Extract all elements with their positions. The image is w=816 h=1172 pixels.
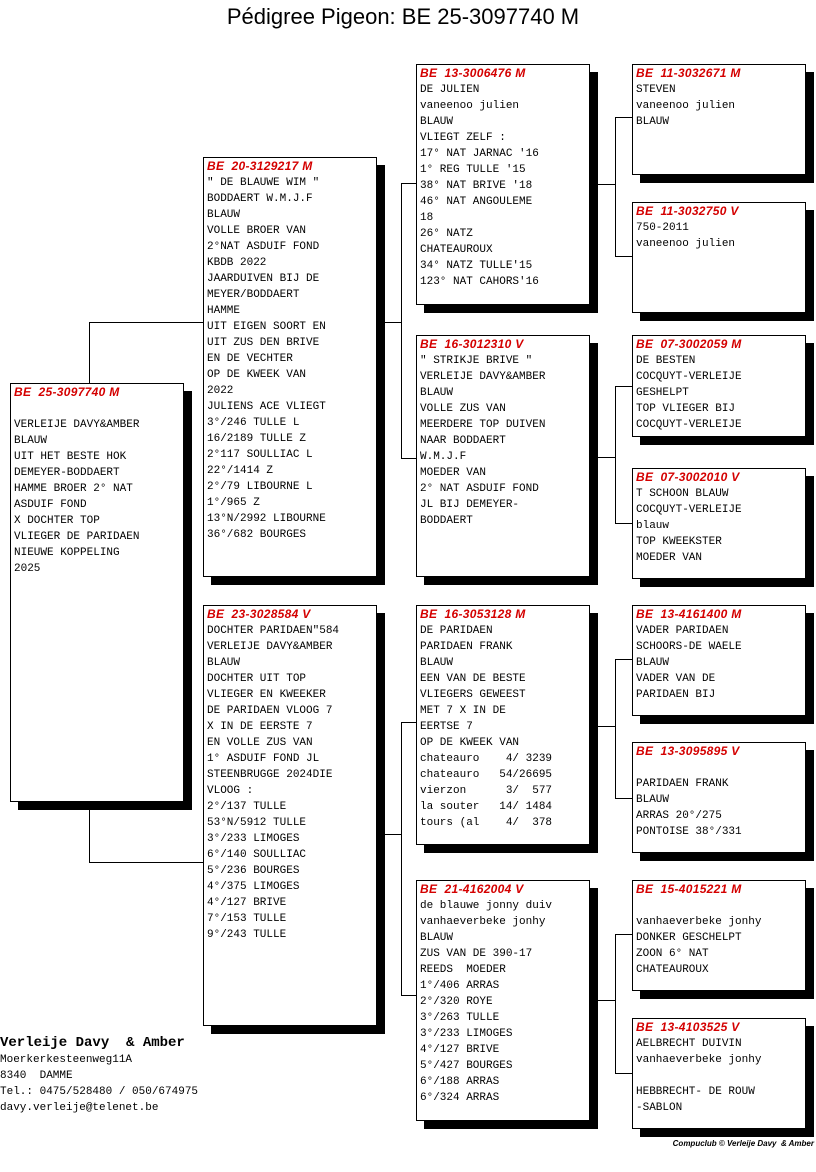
info-line: 3°/233 LIMOGES xyxy=(420,1028,513,1040)
info-line: tours (al 4/ 378 xyxy=(420,817,553,829)
info-line: PARIDAEN BIJ xyxy=(636,689,716,701)
info-line: CHATEAUROUX xyxy=(420,244,493,256)
info-line: 2°NAT ASDUIF FOND xyxy=(207,241,320,253)
pigeon-info-lines xyxy=(420,898,586,1106)
info-line: X IN DE EERSTE 7 xyxy=(207,721,313,733)
info-line xyxy=(636,1068,802,1084)
pigeon-info-lines xyxy=(420,623,586,831)
info-line: 3°/263 TULLE xyxy=(420,1012,500,1024)
info-line: 1°/965 Z xyxy=(207,497,260,509)
ring-number: BE 21-4162004 V xyxy=(420,882,524,896)
owner-name: Verleije Davy & Amber xyxy=(0,1035,185,1051)
info-line: AELBRECHT DUIVIN xyxy=(636,1038,742,1050)
connector-line xyxy=(590,726,615,727)
info-line: blauw xyxy=(636,520,670,532)
info-line: 2°117 SOULLIAC L xyxy=(207,449,313,461)
pigeon-info-lines xyxy=(636,220,802,252)
info-line: 46° NAT ANGOULEME xyxy=(420,196,533,208)
info-line: 36°/682 BOURGES xyxy=(207,529,307,541)
info-line: MOEDER VAN xyxy=(636,552,703,564)
info-line: 1°/406 ARRAS xyxy=(420,980,500,992)
info-line: 53°N/5912 TULLE xyxy=(207,817,307,829)
dam-sire-dam-card xyxy=(632,742,806,853)
connector-line xyxy=(615,386,633,387)
connector-line xyxy=(615,386,616,524)
info-line: T SCHOON BLAUW xyxy=(636,488,729,500)
info-line: COCQUYT-VERLEIJE xyxy=(636,371,742,383)
info-line: VLIEGER EN KWEEKER xyxy=(207,689,326,701)
info-line: " DE BLAUWE WIM " xyxy=(207,177,320,189)
info-line: VADER PARIDAEN xyxy=(636,625,729,637)
info-line: 2022 xyxy=(207,385,234,397)
info-line: TOP KWEEKSTER xyxy=(636,536,722,548)
info-line: la souter 14/ 1484 xyxy=(420,801,553,813)
ring-number: BE 11-3032671 M xyxy=(636,66,741,80)
info-line: 18 xyxy=(420,212,434,224)
info-line: COCQUYT-VERLEIJE xyxy=(636,419,742,431)
connector-line xyxy=(615,117,633,118)
info-line: 4°/375 LIMOGES xyxy=(207,881,300,893)
pigeon-info-lines xyxy=(636,353,802,433)
info-line: SCHOORS-DE WAELE xyxy=(636,641,742,653)
info-line: ASDUIF FOND xyxy=(14,499,87,511)
connector-line xyxy=(401,995,417,996)
info-line: CHATEAUROUX xyxy=(636,964,709,976)
dam-sire-card xyxy=(416,605,590,845)
info-line: EERTSE 7 xyxy=(420,721,473,733)
connector-line xyxy=(89,322,90,384)
info-line: VLOOG : xyxy=(207,785,254,797)
dam-card xyxy=(203,605,377,1026)
pigeon-info-lines xyxy=(636,1036,802,1116)
sire-dam-card xyxy=(416,335,590,577)
info-line: DOCHTER PARIDAEN"584 xyxy=(207,625,340,637)
connector-line xyxy=(401,183,402,459)
pigeon-info-lines xyxy=(636,82,802,130)
info-line: BODDAERT xyxy=(420,515,473,527)
connector-line xyxy=(615,934,633,935)
pigeon-info-lines xyxy=(636,898,802,978)
connector-line xyxy=(401,722,417,723)
info-line: HAMME BROER 2° NAT xyxy=(14,483,133,495)
info-line xyxy=(14,401,180,417)
info-line: 2025 xyxy=(14,563,41,575)
info-line: BLAUW xyxy=(636,116,670,128)
info-line: UIT ZUS DEN BRIVE xyxy=(207,337,320,349)
subject-pigeon-card xyxy=(10,383,184,802)
info-line: 2°/320 ROYE xyxy=(420,996,493,1008)
sire-dam-sire-card xyxy=(632,335,806,437)
info-line: BLAUW xyxy=(636,794,670,806)
info-line: 6°/140 SOULLIAC xyxy=(207,849,307,861)
info-line: vanhaeverbeke jonhy xyxy=(636,1054,762,1066)
connector-line xyxy=(377,834,401,835)
info-line: 750-2011 xyxy=(636,222,689,234)
info-line: 5°/427 BOURGES xyxy=(420,1060,513,1072)
info-line: JAARDUIVEN BIJ DE xyxy=(207,273,320,285)
info-line: DE PARIDAEN xyxy=(420,625,493,637)
info-line: BLAUW xyxy=(636,657,670,669)
connector-line xyxy=(615,256,633,257)
connector-line xyxy=(89,802,90,863)
ring-number: BE 15-4015221 M xyxy=(636,882,742,896)
info-line: 3°/233 LIMOGES xyxy=(207,833,300,845)
info-line: GESHELPT xyxy=(636,387,689,399)
connector-line xyxy=(590,184,615,185)
pigeon-info-lines xyxy=(420,82,586,290)
info-line: VLIEGT ZELF : xyxy=(420,132,506,144)
info-line: BLAUW xyxy=(420,387,454,399)
connector-line xyxy=(401,722,402,996)
connector-line xyxy=(615,1073,633,1074)
dam-dam-dam-card xyxy=(632,1018,806,1129)
info-line: PONTOISE 38°/331 xyxy=(636,826,742,838)
owner-city: 8340 DAMME xyxy=(0,1070,73,1082)
info-line: 38° NAT BRIVE '18 xyxy=(420,180,533,192)
info-line: JULIENS ACE VLIEGT xyxy=(207,401,326,413)
info-line: REEDS MOEDER xyxy=(420,964,506,976)
ring-number: BE 16-3053128 M xyxy=(420,607,526,621)
info-line: 16/2189 TULLE Z xyxy=(207,433,307,445)
connector-line xyxy=(590,1000,615,1001)
info-line: NAAR BODDAERT xyxy=(420,435,506,447)
owner-address: Moerkerkesteenweg11A xyxy=(0,1054,133,1066)
info-line: " STRIKJE BRIVE " xyxy=(420,355,533,367)
info-line: vanhaeverbeke jonhy xyxy=(420,916,546,928)
info-line: BLAUW xyxy=(207,657,241,669)
info-line: DOCHTER UIT TOP xyxy=(207,673,307,685)
pigeon-info-lines xyxy=(420,353,586,529)
ring-number: BE 23-3028584 V xyxy=(207,607,311,621)
info-line xyxy=(636,760,802,776)
ring-number: BE 07-3002059 M xyxy=(636,337,742,351)
info-line: 13°N/2992 LIBOURNE xyxy=(207,513,326,525)
info-line: chateauro 54/26695 xyxy=(420,769,553,781)
info-line: DE JULIEN xyxy=(420,84,480,96)
owner-email: davy.verleije@telenet.be xyxy=(0,1102,159,1114)
ring-number: BE 13-3095895 V xyxy=(636,744,740,758)
sire-dam-dam-card xyxy=(632,468,806,579)
info-line: STEENBRUGGE 2024DIE xyxy=(207,769,333,781)
dam-dam-card xyxy=(416,880,590,1121)
info-line: VLIEGERS GEWEEST xyxy=(420,689,526,701)
info-line: 6°/188 ARRAS xyxy=(420,1076,500,1088)
info-line: vierzon 3/ 577 xyxy=(420,785,553,797)
info-line: PARIDAEN FRANK xyxy=(420,641,513,653)
info-line: VLIEGER DE PARIDAEN xyxy=(14,531,140,543)
connector-line xyxy=(615,934,616,1074)
info-line: STEVEN xyxy=(636,84,676,96)
pigeon-info-lines xyxy=(207,175,373,543)
ring-number: BE 07-3002010 V xyxy=(636,470,740,484)
info-line: BLAUW xyxy=(420,657,454,669)
connector-line xyxy=(615,523,633,524)
info-line: VERLEIJE DAVY&AMBER xyxy=(14,419,140,431)
connector-line xyxy=(377,322,401,323)
info-line: BLAUW xyxy=(420,932,454,944)
dam-sire-sire-card xyxy=(632,605,806,716)
info-line: NIEUWE KOPPELING xyxy=(14,547,120,559)
ring-number: BE 13-4103525 V xyxy=(636,1020,740,1034)
sire-sire-dam-card xyxy=(632,202,806,313)
info-line: MEERDERE TOP DUIVEN xyxy=(420,419,546,431)
sire-sire-card xyxy=(416,64,590,305)
ring-number: BE 13-3006476 M xyxy=(420,66,526,80)
info-line: MEYER/BODDAERT xyxy=(207,289,300,301)
connector-line xyxy=(615,117,616,257)
info-line: 17° NAT JARNAC '16 xyxy=(420,148,539,160)
info-line: TOP VLIEGER BIJ xyxy=(636,403,736,415)
info-line: BLAUW xyxy=(14,435,48,447)
info-line: 1° REG TULLE '15 xyxy=(420,164,526,176)
info-line: MOEDER VAN xyxy=(420,467,487,479)
info-line: EEN VAN DE BESTE xyxy=(420,673,526,685)
info-line: vaneenoo julien xyxy=(636,100,736,112)
pigeon-info-lines xyxy=(636,760,802,840)
info-line: PARIDAEN FRANK xyxy=(636,778,729,790)
info-line: VERLEIJE DAVY&AMBER xyxy=(207,641,333,653)
info-line: DE PARIDAEN VLOOG 7 xyxy=(207,705,333,717)
ring-number: BE 20-3129217 M xyxy=(207,159,313,173)
info-line: JL BIJ DEMEYER- xyxy=(420,499,520,511)
info-line: ZOON 6° NAT xyxy=(636,948,709,960)
info-line: OP DE KWEEK VAN xyxy=(420,737,520,749)
ring-number: BE 25-3097740 M xyxy=(14,385,120,399)
info-line: vanhaeverbeke jonhy xyxy=(636,916,762,928)
info-line: 3°/246 TULLE L xyxy=(207,417,300,429)
pigeon-info-lines xyxy=(14,401,180,577)
info-line: VOLLE BROER VAN xyxy=(207,225,307,237)
pigeon-info-lines xyxy=(636,486,802,566)
info-line: KBDB 2022 xyxy=(207,257,267,269)
info-line: 6°/324 ARRAS xyxy=(420,1092,500,1104)
info-line: COCQUYT-VERLEIJE xyxy=(636,504,742,516)
connector-line xyxy=(401,183,417,184)
info-line: VOLLE ZUS VAN xyxy=(420,403,506,415)
connector-line xyxy=(401,458,417,459)
sire-sire-sire-card xyxy=(632,64,806,175)
owner-phone: Tel.: 0475/528480 / 050/674975 xyxy=(0,1086,199,1098)
info-line: VERLEIJE DAVY&AMBER xyxy=(420,371,546,383)
footer-copyright: Compuclub © Verleije Davy & Amber xyxy=(672,1139,814,1148)
connector-line xyxy=(89,862,204,863)
info-line: DE BESTEN xyxy=(636,355,696,367)
info-line: ARRAS 20°/275 xyxy=(636,810,722,822)
info-line: BLAUW xyxy=(420,116,454,128)
info-line: 2° NAT ASDUIF FOND xyxy=(420,483,539,495)
info-line: UIT EIGEN SOORT EN xyxy=(207,321,326,333)
info-line: 123° NAT CAHORS'16 xyxy=(420,276,539,288)
connector-line xyxy=(615,659,616,799)
pigeon-info-lines xyxy=(207,623,373,943)
info-line: chateauro 4/ 3239 xyxy=(420,753,553,765)
info-line: UIT HET BESTE HOK xyxy=(14,451,127,463)
info-line: 22°/1414 Z xyxy=(207,465,274,477)
info-line: -SABLON xyxy=(636,1102,683,1114)
info-line: VADER VAN DE xyxy=(636,673,716,685)
info-line: de blauwe jonny duiv xyxy=(420,900,553,912)
info-line: BLAUW xyxy=(207,209,241,221)
info-line: EN VOLLE ZUS VAN xyxy=(207,737,313,749)
info-line: EN DE VECHTER xyxy=(207,353,293,365)
info-line: MET 7 X IN DE xyxy=(420,705,506,717)
connector-line xyxy=(615,798,633,799)
dam-dam-sire-card xyxy=(632,880,806,991)
info-line: ZUS VAN DE 390-17 xyxy=(420,948,533,960)
info-line: HEBBRECHT- DE ROUW xyxy=(636,1086,755,1098)
info-line: vaneenoo julien xyxy=(420,100,520,112)
info-line: BODDAERT W.M.J.F xyxy=(207,193,313,205)
info-line: OP DE KWEEK VAN xyxy=(207,369,307,381)
sire-card xyxy=(203,157,377,577)
info-line: 1° ASDUIF FOND JL xyxy=(207,753,320,765)
info-line: vaneenoo julien xyxy=(636,238,736,250)
info-line: DEMEYER-BODDAERT xyxy=(14,467,120,479)
info-line xyxy=(636,898,802,914)
owner-block xyxy=(0,1034,198,1116)
info-line: 26° NATZ xyxy=(420,228,473,240)
info-line: 4°/127 BRIVE xyxy=(207,897,287,909)
connector-line xyxy=(615,659,633,660)
info-line: 5°/236 BOURGES xyxy=(207,865,300,877)
pigeon-info-lines xyxy=(636,623,802,703)
ring-number: BE 16-3012310 V xyxy=(420,337,524,351)
info-line: DONKER GESCHELPT xyxy=(636,932,742,944)
ring-number: BE 13-4161400 M xyxy=(636,607,742,621)
info-line: 2°/79 LIBOURNE L xyxy=(207,481,313,493)
info-line: 4°/127 BRIVE xyxy=(420,1044,500,1056)
info-line: 7°/153 TULLE xyxy=(207,913,287,925)
info-line: 9°/243 TULLE xyxy=(207,929,287,941)
connector-line xyxy=(89,322,204,323)
info-line: X DOCHTER TOP xyxy=(14,515,100,527)
info-line: W.M.J.F xyxy=(420,451,467,463)
info-line: 2°/137 TULLE xyxy=(207,801,287,813)
ring-number: BE 11-3032750 V xyxy=(636,204,739,218)
connector-line xyxy=(590,457,615,458)
info-line: 34° NATZ TULLE'15 xyxy=(420,260,533,272)
info-line: HAMME xyxy=(207,305,241,317)
page-title: Pédigree Pigeon: BE 25-3097740 M xyxy=(226,4,580,29)
